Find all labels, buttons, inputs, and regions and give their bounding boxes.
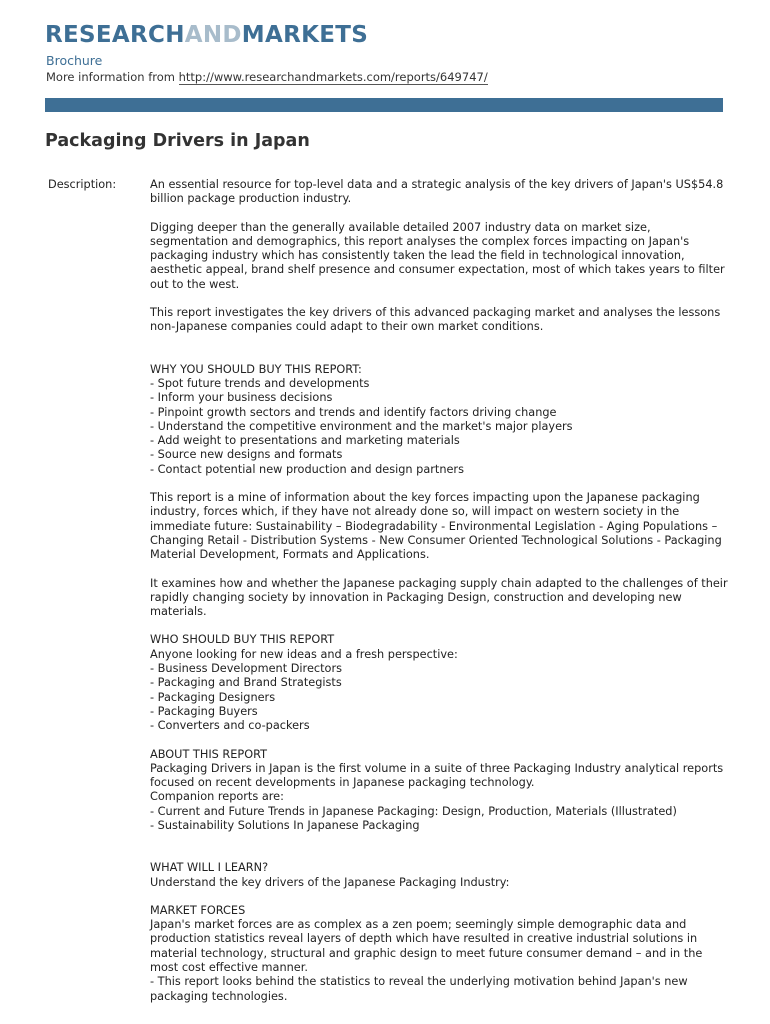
report-title: Packaging Drivers in Japan [45,131,310,151]
more-info-prefix: More information from [46,70,179,84]
who-buy-section [150,633,728,733]
list-item: - Packaging and Brand Strategists [150,676,342,690]
market-forces-text: Japan's market forces are as complex as a zen poem; seemingly simple demographic data and production statistics reveal layers of depth which have resulted in creative industrial solutions in material technology, structural and graphic design to meet future consumer demand – and in the most cost effective manner. [150,918,703,975]
learn-text: Understand the key drivers of the Japanese Packaging Industry: [150,875,510,889]
brochure-label: Brochure [46,53,103,68]
list-item: - Business Development Directors [150,662,342,676]
market-forces-text-2: - This report looks behind the statistics to reveal the underlying motivation behind Japan's new packaging technologies. [150,975,688,1003]
list-item: - Sustainability Solutions In Japanese Packaging [150,818,420,832]
who-buy-subheading: Anyone looking for new ideas and a fresh perspective: [150,647,458,661]
logo-part-and: AND [184,22,242,48]
list-item: - Understand the competitive environment and the market's major players [150,419,573,433]
list-item: - Packaging Designers [150,690,276,704]
market-forces-section [150,904,728,1004]
list-item: - Current and Future Trends in Japanese Packaging: Design, Production, Materials (Illustrated) [150,804,677,818]
logo-part-markets: MARKETS [241,22,369,48]
about-section [150,748,728,834]
list-item: - Inform your business decisions [150,391,333,405]
market-forces-heading: MARKET FORCES [150,903,246,917]
list-item: - Packaging Buyers [150,704,258,718]
researchandmarkets-logo[interactable] [45,22,368,48]
paragraph-mine-of-information: This report is a mine of information about the key forces impacting upon the Japanese packaging industry, forces which, if they have not already done so, will impact on western society in the immediate future: Sustainability – Biodegradability - Environmental Legislation - Aging Populations – Changing Retail - Distribution Systems - New Consumer Oriented Technological Solutions - Packaging Material Development, Formats and Applications. [150,491,722,562]
list-item: - Pinpoint growth sectors and trends and identify factors driving change [150,405,557,419]
about-text: Packaging Drivers in Japan is the first volume in a suite of three Packaging Industry analytical reports focused on recent developments in Japanese packaging technology. [150,761,724,790]
why-buy-section [150,363,728,477]
paragraph-examines: It examines how and whether the Japanese packaging supply chain adapted to the challenges of their rapidly changing society by innovation in Packaging Design, construction and developing new materials. [150,576,728,619]
description-content [150,178,728,1004]
why-buy-heading: WHY YOU SHOULD BUY THIS REPORT: [150,362,362,376]
list-item: - Contact potential new production and design partners [150,462,464,476]
more-info-line [46,70,488,84]
learn-section [150,861,728,890]
list-item: - Add weight to presentations and marketing materials [150,434,460,448]
companion-label: Companion reports are: [150,790,284,804]
list-item: - Converters and co-packers [150,719,310,733]
list-item: - Spot future trends and developments [150,376,370,390]
list-item: - Source new designs and formats [150,448,343,462]
description-label: Description: [48,178,117,191]
learn-heading: WHAT WILL I LEARN? [150,861,269,875]
about-heading: ABOUT THIS REPORT [150,747,268,761]
header-divider-bar [45,98,723,112]
logo-part-research: RESEARCH [45,22,185,48]
paragraph-digging-deeper: Digging deeper than the generally available detailed 2007 industry data on market size, segmentation and demographics, this report analyses the complex forces impacting on Japan's packaging industry which has consistently taken the lead the field in technological innovation, aesthetic appeal, brand shelf presence and consumer expectation, most of which takes years to filter out to the west. [150,220,725,291]
intro-paragraph: An essential resource for top-level data and a strategic analysis of the key drivers of Japan's US$54.8 billion package production industry. [150,178,724,206]
paragraph-investigates: This report investigates the key drivers of this advanced packaging market and analyses the lessons non-Japanese companies could adapt to their own market conditions. [150,306,721,334]
who-buy-heading: WHO SHOULD BUY THIS REPORT [150,633,335,647]
report-url-link[interactable]: http://www.researchandmarkets.com/reports/649747/ [178,70,488,84]
